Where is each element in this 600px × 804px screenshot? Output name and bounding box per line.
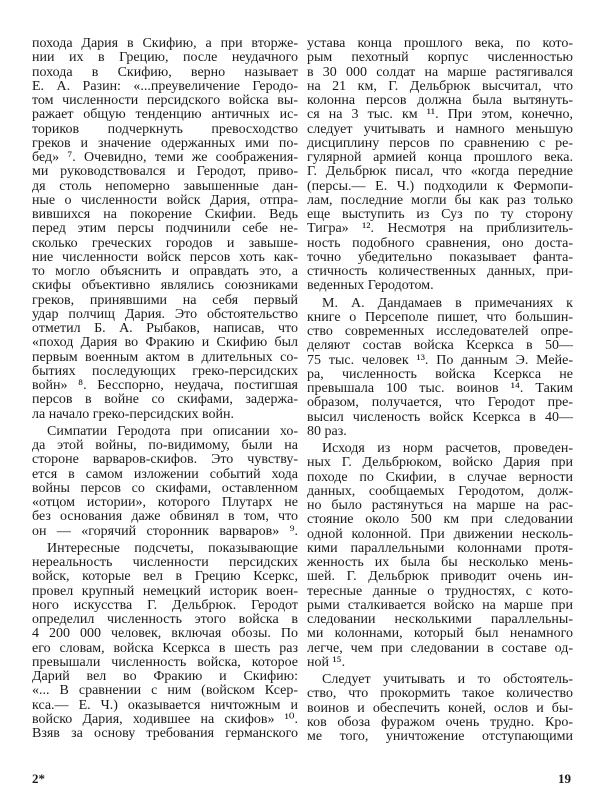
text-line: греков, принявшими на себя первый — [32, 292, 298, 308]
text-line: ражает общую тенденцию античных ис- — [32, 107, 298, 123]
text-line: ков обоза фуражом очень трудно. Кро- — [307, 714, 573, 730]
right-column — [307, 37, 573, 744]
text-line: отметил Б. А. Рыбаков, написав, что — [32, 321, 298, 336]
text-line: ется в самом изложении событий хода — [32, 466, 298, 482]
text-line: легче, чем при следовании в составе од- — [307, 640, 573, 656]
text-line: то могло объяснить и оправдать это, а — [32, 264, 298, 279]
text-line: похода Дария в Скифию, а при вторже- — [32, 36, 298, 51]
text-line: Симпатии Геродота при описании хо- — [47, 423, 298, 439]
text-line: М. А. Дандамаев в примечаниях к — [322, 295, 573, 311]
text-line: еще выступить из Суз по ту сторону — [307, 207, 573, 222]
text-line: да этой войны, по-видимому, были на — [32, 438, 298, 453]
text-line: одной колонной. При движении несколь- — [307, 526, 573, 542]
text-line: 4 200 000 человек, включая обозы. По — [32, 626, 298, 642]
text-line: в 30 000 солдат на марше растягивался — [307, 64, 573, 80]
text-line: колонна персов должна была вытянуть- — [307, 93, 573, 108]
text-line: ной ¹⁵. — [307, 654, 346, 670]
text-line: рым пехотный корпус численностью — [307, 50, 573, 66]
text-line: перед этим персы подчинили себе не- — [32, 221, 298, 237]
text-line: ного искусства Г. Дельбрюк. Геродот — [32, 597, 298, 613]
text-line: войн» ⁸. Бесспорно, неудача, постигшая — [32, 378, 298, 393]
text-line: лам, последние могли бы как раз только — [307, 192, 573, 208]
text-line: ство современных исследователей опре- — [307, 324, 573, 339]
text-line: стояние около 500 км при следовании — [307, 512, 573, 528]
text-line: ра, численность войска Ксеркса не — [307, 366, 573, 382]
text-line: следовании несколькими параллельны- — [307, 612, 573, 627]
text-line: но было растянуться на марше на рас- — [307, 498, 573, 513]
text-line: 75 тыс. человек ¹³. По данным Э. Мейе- — [307, 352, 573, 368]
text-line: гулярной армией конца прошлого века. — [307, 150, 573, 165]
text-line: походе по Скифии, в случае верности — [307, 469, 573, 485]
text-line: Тигра» ¹². Несмотря на приблизитель- — [307, 221, 573, 237]
text-line: ные о численности войск Дария, отпра- — [32, 192, 298, 208]
signature-mark: 2* — [32, 771, 45, 786]
text-line: ние численности войск персов хоть как- — [32, 249, 298, 265]
text-line: провел крупный немецкий историк воен- — [32, 583, 298, 599]
text-line: превышали численность войска, которое — [32, 654, 298, 670]
text-line: стичность количественных данных, при- — [307, 264, 573, 279]
text-line: Интересные подсчеты, показывающие — [47, 540, 298, 556]
text-line: ство, что прокормить такое количество — [307, 686, 573, 702]
text-line: дя столь непомерно завышенные дан- — [32, 178, 298, 194]
text-line: тересные данные о трудностях, с кото- — [307, 583, 573, 599]
text-line: «отцом истории», которого Плутарх не — [32, 495, 298, 510]
text-line: 80 раз. — [307, 423, 347, 439]
text-line: рыми сталкивается войско на марше при — [307, 597, 573, 613]
text-line: шей. Г. Дельбрюк приводит очень ин- — [307, 569, 573, 585]
text-line: воинов и обеспечить коней, ослов и бы- — [307, 700, 573, 716]
left-column — [32, 37, 298, 741]
text-line: следует учитывать и намного меньшую — [307, 121, 573, 137]
text-line: ми колоннами, который был ненамного — [307, 626, 573, 642]
text-line: Дарий вел во Фракию и Скифию: — [32, 669, 298, 684]
text-line: превышала 100 тыс. воинов ¹⁴. Таким — [307, 381, 573, 396]
text-line: кса.— Е. Ч.) оказывается ничтожным и — [32, 697, 298, 713]
text-line: нереальность численности персидских — [32, 555, 298, 570]
text-line: на 21 км, Г. Дельбрюк высчитал, что — [307, 78, 573, 94]
text-line: нии их в Грецию, после неудачного — [32, 50, 298, 66]
text-line: данных, сообщаемых Геродотом, долж- — [307, 483, 573, 499]
page-number: 19 — [558, 771, 571, 786]
text-line: удар полчищ Дария. Это обстоятельство — [32, 306, 298, 322]
text-line: скифы объективно являлись союзниками — [32, 278, 298, 294]
text-line: войны персов со скифами, оставленном — [32, 480, 298, 496]
text-line: книге о Персеполе пишет, что большин- — [307, 309, 573, 325]
text-line: вившихся на покорение Скифии. Ведь — [32, 207, 298, 222]
text-line: «... В сравнении с ним (войском Ксер- — [32, 683, 298, 699]
text-line: ми руководствовался и Геродот, приво- — [32, 164, 298, 180]
text-line: его словам, войска Ксеркса в шесть раз — [32, 640, 298, 656]
text-line: Взяв за основу требования германского — [32, 726, 298, 741]
text-line: войск, которые вел в Грецию Ксеркс, — [32, 569, 298, 585]
text-line: веденных Геродотом. — [307, 278, 434, 294]
text-line: Исходя из норм расчетов, проведен- — [322, 441, 573, 456]
text-line: ме того, уничтожение отступающими — [307, 729, 573, 744]
text-line: персов в войне со скифами, задержа- — [32, 392, 298, 408]
text-line: (персы.— Е. Ч.) подходили к Фермопи- — [307, 178, 573, 194]
text-line: точно убедительно показывает фанта- — [307, 249, 573, 265]
text-line: «поход Дария во Фракию и Скифию был — [32, 335, 298, 351]
text-line: деляют состав войска Ксеркса в 50— — [307, 338, 573, 354]
text-line: ториков подчеркнуть превосходство — [32, 121, 298, 137]
text-line: Следует учитывать и то обстоятель- — [322, 672, 573, 687]
text-line: том численности персидского войска вы- — [32, 93, 298, 108]
text-line: войско Дария, ходившее на скифов» ¹⁰. — [32, 711, 298, 727]
text-line: женность их была бы несколько мень- — [307, 555, 573, 570]
text-line: высил численость войск Ксеркса в 40— — [307, 409, 573, 425]
text-line: сколько греческих городов и завыше- — [32, 235, 298, 251]
text-line: ных Г. Дельбрюком, войско Дария при — [307, 455, 573, 471]
text-line: без основания даже обвинял в том, что — [32, 509, 298, 525]
text-line: стороне варваров-скифов. Это чувству- — [32, 452, 298, 468]
text-line: определил численность этого войска в — [32, 612, 298, 627]
text-line: первым военным актом в длительных со- — [32, 349, 298, 365]
text-line: ся на 3 тыс. км ¹¹. При этом, конечно, — [307, 107, 573, 123]
text-line: Е. А. Разин: «...преувеличение Геродо- — [32, 78, 298, 94]
text-line: Г. Дельбрюк писал, что «когда передние — [307, 164, 573, 180]
text-line: образом, получается, что Геродот пре- — [307, 395, 573, 411]
text-line: похода в Скифию, верно называет — [32, 64, 298, 80]
text-line: греков и значение одержанных ими по- — [32, 135, 298, 151]
text-line: ность подобного сравнения, оно доста- — [307, 235, 573, 251]
text-line: кими параллельными колоннами протя- — [307, 540, 573, 556]
text-line: бытиях последующих греко-персидских — [32, 363, 298, 379]
text-line: устава конца прошлого века, по кото- — [307, 36, 573, 51]
text-line: дисциплину персов по сравнению с ре- — [307, 135, 573, 151]
text-line: бед» ⁷. Очевидно, теми же соображения- — [32, 150, 298, 165]
text-line: он — «горячий сторонник варваров» ⁹. — [32, 523, 298, 539]
text-line: ла начало греко-персидских войн. — [32, 406, 234, 422]
